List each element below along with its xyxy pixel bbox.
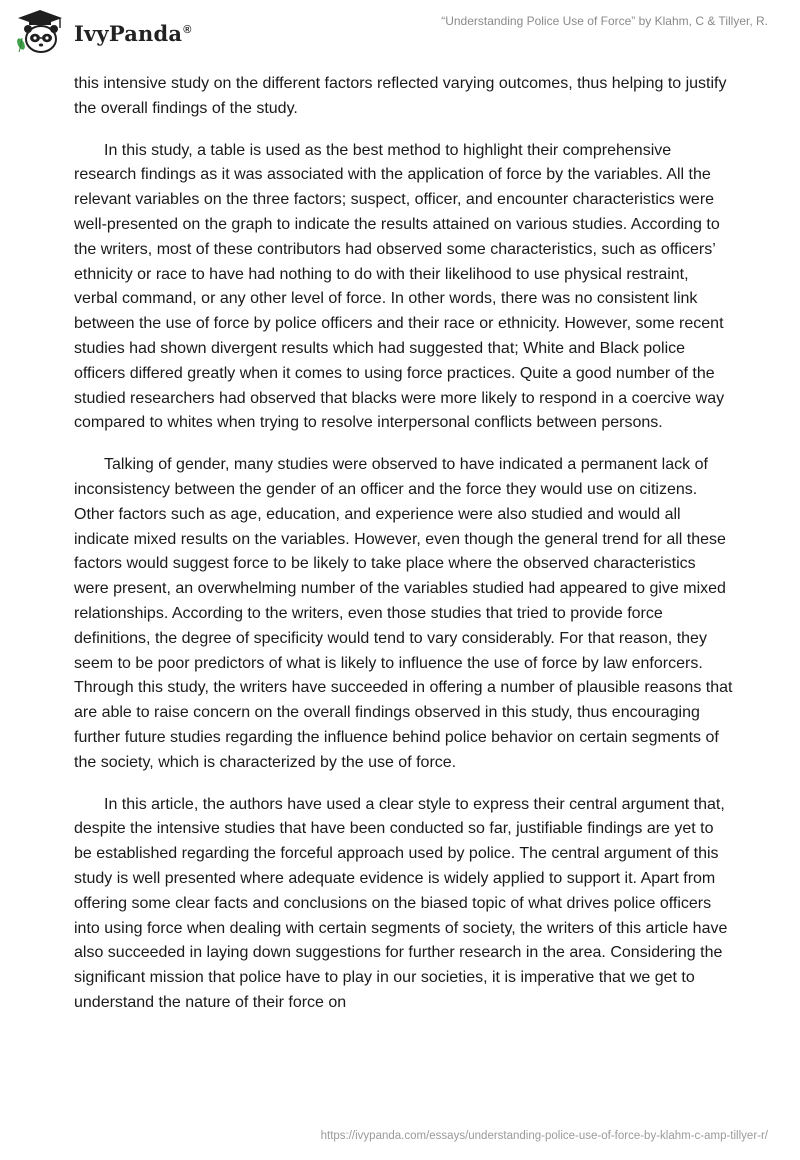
registered-mark: ® bbox=[183, 23, 192, 36]
document-title: “Understanding Police Use of Force” by Klahm, C & Tillyer, R. bbox=[441, 14, 768, 28]
essay-body bbox=[74, 72, 734, 1033]
brand-logo[interactable] bbox=[14, 8, 192, 56]
brand-name: IvyPanda® bbox=[74, 20, 192, 46]
source-url[interactable]: https://ivypanda.com/essays/understanding-police-use-of-force-by-klahm-c-amp-tillyer-r/ bbox=[320, 1130, 768, 1142]
paragraph-1: this intensive study on the different factors reflected varying outcomes, thus helping to justify the overall findings of the study. bbox=[74, 75, 727, 117]
panda-graduate-icon bbox=[14, 8, 66, 56]
paragraph-3: Talking of gender, many studies were observed to have indicated a permanent lack of inconsistency between the gender of an officer and the force they would use on citizens. Other factors such as age, education, and experience were also studied and would all indicate mixed results on the variables. However, even though the general trend for all these factors would suggest force to be likely to take place where the observed characteristics were present, an overwhelming number of the variables studied had appeared to give mixed relationships. According to the writers, even those studies that tried to provide force definitions, the degree of specificity would tend to vary considerably. For that reason, they seem to be poor predictors of what is likely to influence the use of force by law enforcers. Through this study, the writers have succeeded in offering a number of plausible reasons that are able to raise concern on the overall findings observed in this study, thus encouraging further future studies regarding the influence behind police behavior on certain segments of the society, which is characterized by the use of force. bbox=[74, 456, 733, 771]
page-header bbox=[0, 0, 800, 60]
paragraph-4: In this article, the authors have used a clear style to express their central argument that, despite the intensive studies that have been conducted so far, justifiable findings are yet to be established regarding the forceful approach used by police. The central argument of this study is well presented where adequate evidence is widely applied to support it. Apart from offering some clear facts and conclusions on the biased topic of what drives police officers into using force when dealing with certain segments of society, the writers of this article have also succeeded in laying down suggestions for further research in the area. Considering the significant mission that police have to play in our societies, it is imperative that we get to understand the nature of their force on bbox=[74, 795, 728, 1011]
paragraph-2: In this study, a table is used as the best method to highlight their comprehensive research findings as it was associated with the application of force by the variables. All the relevant variables on the three factors; suspect, officer, and encounter characteristics were well-presented on the graph to indicate the results attained on various studies. According to the writers, most of these contributors had observed some characteristics, such as officers’ ethnicity or race to have had nothing to do with their likelihood to use physical restraint, verbal command, or any other level of force. In other words, there was no consistent link between the use of force by police officers and their race or ethnicity. However, some recent studies had shown divergent results which had suggested that; White and Black police officers differed greatly when it comes to using force practices. Quite a good number of the studied researchers had observed that blacks were more likely to respond in a coercive way compared to whites when trying to resolve interpersonal conflicts between persons. bbox=[74, 141, 725, 432]
